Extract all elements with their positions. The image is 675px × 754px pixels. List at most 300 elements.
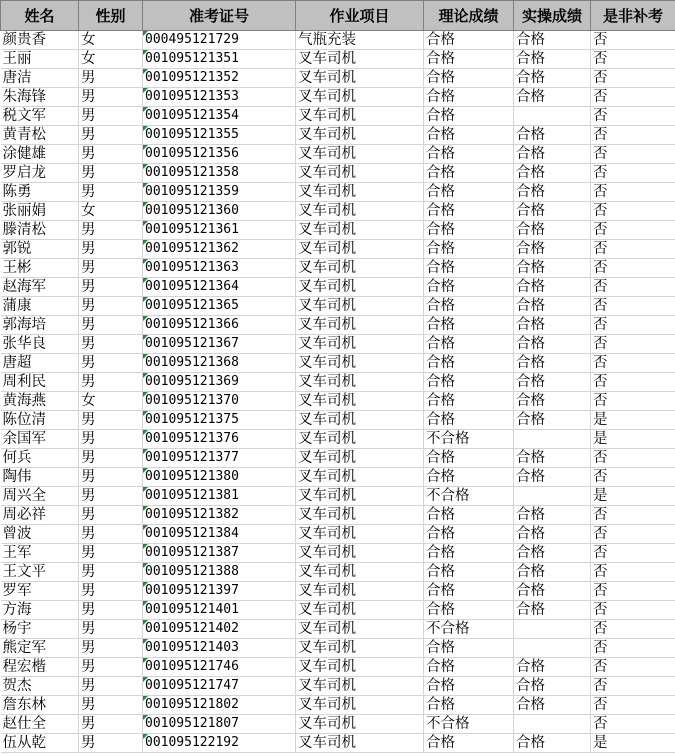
practice-score-cell[interactable]: 合格 [514, 696, 591, 715]
name-cell[interactable]: 颜贵香 [1, 31, 79, 50]
makeup-exam-cell[interactable]: 否 [591, 183, 675, 202]
makeup-exam-cell[interactable]: 是 [591, 430, 675, 449]
makeup-exam-cell[interactable]: 否 [591, 335, 675, 354]
makeup-exam-cell[interactable]: 否 [591, 715, 675, 734]
practice-score-cell[interactable]: 合格 [514, 468, 591, 487]
name-cell[interactable]: 周兴全 [1, 487, 79, 506]
gender-cell[interactable]: 男 [79, 354, 143, 373]
name-cell[interactable]: 税文军 [1, 107, 79, 126]
practice-score-cell[interactable]: 合格 [514, 373, 591, 392]
exam-id-cell[interactable]: 001095121382 [143, 506, 296, 525]
makeup-exam-cell[interactable]: 否 [591, 259, 675, 278]
exam-id-cell[interactable]: 001095121747 [143, 677, 296, 696]
theory-score-cell[interactable]: 不合格 [424, 430, 514, 449]
practice-score-cell[interactable]: 合格 [514, 259, 591, 278]
makeup-exam-cell[interactable]: 否 [591, 449, 675, 468]
job-cell[interactable]: 叉车司机 [296, 715, 424, 734]
exam-id-cell[interactable]: 001095121370 [143, 392, 296, 411]
gender-cell[interactable]: 男 [79, 639, 143, 658]
name-cell[interactable]: 唐超 [1, 354, 79, 373]
practice-score-cell[interactable]: 合格 [514, 240, 591, 259]
practice-score-cell[interactable]: 合格 [514, 582, 591, 601]
job-cell[interactable]: 叉车司机 [296, 316, 424, 335]
makeup-exam-cell[interactable]: 否 [591, 145, 675, 164]
exam-id-cell[interactable]: 001095122192 [143, 734, 296, 753]
gender-cell[interactable]: 男 [79, 544, 143, 563]
name-cell[interactable]: 张华良 [1, 335, 79, 354]
exam-id-cell[interactable]: 001095121807 [143, 715, 296, 734]
exam-id-cell[interactable]: 001095121358 [143, 164, 296, 183]
gender-cell[interactable]: 女 [79, 202, 143, 221]
name-cell[interactable]: 朱海锋 [1, 88, 79, 107]
name-cell[interactable]: 陶伟 [1, 468, 79, 487]
job-cell[interactable]: 叉车司机 [296, 449, 424, 468]
practice-score-cell[interactable]: 合格 [514, 88, 591, 107]
gender-cell[interactable]: 男 [79, 696, 143, 715]
table-row [1, 620, 675, 639]
theory-score-cell[interactable]: 合格 [424, 221, 514, 240]
job-cell[interactable]: 叉车司机 [296, 487, 424, 506]
name-cell[interactable]: 唐洁 [1, 69, 79, 88]
job-cell[interactable]: 叉车司机 [296, 506, 424, 525]
header-practice-score[interactable]: 实操成绩 [514, 1, 591, 31]
makeup-exam-cell[interactable]: 否 [591, 525, 675, 544]
exam-id-cell[interactable]: 001095121377 [143, 449, 296, 468]
makeup-exam-cell[interactable]: 否 [591, 373, 675, 392]
practice-score-cell[interactable]: 合格 [514, 658, 591, 677]
table-row [1, 240, 675, 259]
job-cell[interactable]: 叉车司机 [296, 183, 424, 202]
job-cell[interactable]: 叉车司机 [296, 126, 424, 145]
name-cell[interactable]: 罗启龙 [1, 164, 79, 183]
gender-cell[interactable]: 男 [79, 107, 143, 126]
gender-cell[interactable]: 男 [79, 69, 143, 88]
name-cell[interactable]: 赵仕全 [1, 715, 79, 734]
exam-id-cell[interactable]: 000495121729 [143, 31, 296, 50]
table-row [1, 50, 675, 69]
makeup-exam-cell[interactable]: 否 [591, 278, 675, 297]
gender-cell[interactable]: 男 [79, 145, 143, 164]
practice-score-cell[interactable]: 合格 [514, 221, 591, 240]
table-row [1, 411, 675, 430]
gender-cell[interactable]: 男 [79, 468, 143, 487]
makeup-exam-cell[interactable]: 否 [591, 620, 675, 639]
theory-score-cell[interactable]: 合格 [424, 373, 514, 392]
exam-id-cell[interactable]: 001095121401 [143, 601, 296, 620]
makeup-exam-cell[interactable]: 否 [591, 506, 675, 525]
gender-cell[interactable]: 男 [79, 487, 143, 506]
job-cell[interactable]: 叉车司机 [296, 50, 424, 69]
theory-score-cell[interactable]: 不合格 [424, 620, 514, 639]
name-cell[interactable]: 郭海培 [1, 316, 79, 335]
job-cell[interactable]: 叉车司机 [296, 202, 424, 221]
table-row [1, 183, 675, 202]
makeup-exam-cell[interactable]: 否 [591, 297, 675, 316]
exam-id-cell[interactable]: 001095121353 [143, 88, 296, 107]
makeup-exam-cell[interactable]: 否 [591, 69, 675, 88]
makeup-exam-cell[interactable]: 否 [591, 31, 675, 50]
name-cell[interactable]: 郭锐 [1, 240, 79, 259]
job-cell[interactable]: 叉车司机 [296, 563, 424, 582]
name-cell[interactable]: 何兵 [1, 449, 79, 468]
exam-id-cell[interactable]: 001095121352 [143, 69, 296, 88]
job-cell[interactable]: 叉车司机 [296, 354, 424, 373]
theory-score-cell[interactable]: 合格 [424, 525, 514, 544]
table-row [1, 696, 675, 715]
gender-cell[interactable]: 男 [79, 221, 143, 240]
practice-score-cell[interactable]: 合格 [514, 164, 591, 183]
job-cell[interactable]: 叉车司机 [296, 373, 424, 392]
gender-cell[interactable]: 男 [79, 240, 143, 259]
table-row [1, 734, 675, 753]
theory-score-cell[interactable]: 合格 [424, 316, 514, 335]
job-cell[interactable]: 叉车司机 [296, 88, 424, 107]
exam-id-cell[interactable]: 001095121403 [143, 639, 296, 658]
makeup-exam-cell[interactable]: 是 [591, 487, 675, 506]
theory-score-cell[interactable]: 合格 [424, 506, 514, 525]
theory-score-cell[interactable]: 合格 [424, 240, 514, 259]
practice-score-cell[interactable]: 合格 [514, 297, 591, 316]
table-row [1, 563, 675, 582]
theory-score-cell[interactable]: 合格 [424, 202, 514, 221]
gender-cell[interactable]: 男 [79, 411, 143, 430]
practice-score-cell[interactable]: 合格 [514, 354, 591, 373]
exam-id-cell[interactable]: 001095121364 [143, 278, 296, 297]
practice-score-cell[interactable]: 合格 [514, 145, 591, 164]
gender-cell[interactable]: 男 [79, 183, 143, 202]
job-cell[interactable]: 叉车司机 [296, 601, 424, 620]
gender-cell[interactable]: 男 [79, 506, 143, 525]
name-cell[interactable]: 周必祥 [1, 506, 79, 525]
makeup-exam-cell[interactable]: 否 [591, 107, 675, 126]
job-cell[interactable]: 叉车司机 [296, 582, 424, 601]
makeup-exam-cell[interactable]: 否 [591, 544, 675, 563]
exam-id-cell[interactable]: 001095121381 [143, 487, 296, 506]
makeup-exam-cell[interactable]: 是 [591, 734, 675, 753]
table-row [1, 468, 675, 487]
job-cell[interactable]: 叉车司机 [296, 297, 424, 316]
exam-id-cell[interactable]: 001095121746 [143, 658, 296, 677]
makeup-exam-cell[interactable]: 是 [591, 411, 675, 430]
exam-id-cell[interactable]: 001095121376 [143, 430, 296, 449]
table-row [1, 145, 675, 164]
practice-score-cell[interactable]: 合格 [514, 392, 591, 411]
exam-id-cell[interactable]: 001095121402 [143, 620, 296, 639]
gender-cell[interactable]: 男 [79, 297, 143, 316]
theory-score-cell[interactable]: 合格 [424, 696, 514, 715]
job-cell[interactable]: 叉车司机 [296, 734, 424, 753]
table-row [1, 449, 675, 468]
name-cell[interactable]: 伍从乾 [1, 734, 79, 753]
job-cell[interactable]: 叉车司机 [296, 677, 424, 696]
name-cell[interactable]: 滕清松 [1, 221, 79, 240]
makeup-exam-cell[interactable]: 否 [591, 88, 675, 107]
gender-cell[interactable]: 男 [79, 563, 143, 582]
gender-cell[interactable]: 女 [79, 392, 143, 411]
makeup-exam-cell[interactable]: 否 [591, 677, 675, 696]
job-cell[interactable]: 叉车司机 [296, 164, 424, 183]
name-cell[interactable]: 王军 [1, 544, 79, 563]
practice-score-cell[interactable]: 合格 [514, 50, 591, 69]
theory-score-cell[interactable]: 合格 [424, 183, 514, 202]
practice-score-cell[interactable] [514, 620, 591, 639]
practice-score-cell[interactable]: 合格 [514, 525, 591, 544]
practice-score-cell[interactable]: 合格 [514, 411, 591, 430]
job-cell[interactable]: 叉车司机 [296, 392, 424, 411]
gender-cell[interactable]: 男 [79, 449, 143, 468]
practice-score-cell[interactable]: 合格 [514, 183, 591, 202]
theory-score-cell[interactable]: 合格 [424, 544, 514, 563]
theory-score-cell[interactable]: 合格 [424, 601, 514, 620]
table-row [1, 221, 675, 240]
name-cell[interactable]: 涂健雄 [1, 145, 79, 164]
practice-score-cell[interactable]: 合格 [514, 544, 591, 563]
job-cell[interactable]: 叉车司机 [296, 69, 424, 88]
gender-cell[interactable]: 男 [79, 278, 143, 297]
practice-score-cell[interactable]: 合格 [514, 734, 591, 753]
practice-score-cell[interactable]: 合格 [514, 31, 591, 50]
name-cell[interactable]: 杨宇 [1, 620, 79, 639]
job-cell[interactable]: 气瓶充装 [296, 31, 424, 50]
job-cell[interactable]: 叉车司机 [296, 145, 424, 164]
theory-score-cell[interactable]: 合格 [424, 297, 514, 316]
makeup-exam-cell[interactable]: 否 [591, 316, 675, 335]
job-cell[interactable]: 叉车司机 [296, 278, 424, 297]
gender-cell[interactable]: 男 [79, 734, 143, 753]
theory-score-cell[interactable]: 合格 [424, 658, 514, 677]
job-cell[interactable]: 叉车司机 [296, 107, 424, 126]
name-cell[interactable]: 张丽娟 [1, 202, 79, 221]
theory-score-cell[interactable]: 合格 [424, 50, 514, 69]
makeup-exam-cell[interactable]: 否 [591, 126, 675, 145]
name-cell[interactable]: 陈位清 [1, 411, 79, 430]
table-row [1, 487, 675, 506]
theory-score-cell[interactable]: 合格 [424, 449, 514, 468]
exam-id-cell[interactable]: 001095121354 [143, 107, 296, 126]
exam-id-cell[interactable]: 001095121361 [143, 221, 296, 240]
practice-score-cell[interactable]: 合格 [514, 278, 591, 297]
table-row [1, 677, 675, 696]
name-cell[interactable]: 黄海燕 [1, 392, 79, 411]
makeup-exam-cell[interactable]: 否 [591, 696, 675, 715]
job-cell[interactable]: 叉车司机 [296, 468, 424, 487]
makeup-exam-cell[interactable]: 否 [591, 582, 675, 601]
exam-id-cell[interactable]: 001095121387 [143, 544, 296, 563]
table-row [1, 69, 675, 88]
makeup-exam-cell[interactable]: 否 [591, 563, 675, 582]
theory-score-cell[interactable]: 合格 [424, 164, 514, 183]
header-exam-id[interactable]: 准考证号 [143, 1, 296, 31]
job-cell[interactable]: 叉车司机 [296, 544, 424, 563]
practice-score-cell[interactable] [514, 107, 591, 126]
table-row [1, 601, 675, 620]
job-cell[interactable]: 叉车司机 [296, 430, 424, 449]
gender-cell[interactable]: 男 [79, 715, 143, 734]
job-cell[interactable]: 叉车司机 [296, 525, 424, 544]
exam-id-cell[interactable]: 001095121362 [143, 240, 296, 259]
theory-score-cell[interactable]: 合格 [424, 582, 514, 601]
gender-cell[interactable]: 男 [79, 658, 143, 677]
header-name[interactable]: 姓名 [1, 1, 79, 31]
gender-cell[interactable]: 男 [79, 430, 143, 449]
job-cell[interactable]: 叉车司机 [296, 658, 424, 677]
table-row [1, 259, 675, 278]
table-row [1, 430, 675, 449]
gender-cell[interactable]: 男 [79, 335, 143, 354]
exam-id-cell[interactable]: 001095121351 [143, 50, 296, 69]
makeup-exam-cell[interactable]: 否 [591, 468, 675, 487]
theory-score-cell[interactable]: 合格 [424, 468, 514, 487]
theory-score-cell[interactable]: 不合格 [424, 487, 514, 506]
makeup-exam-cell[interactable]: 否 [591, 354, 675, 373]
table-row [1, 316, 675, 335]
job-cell[interactable]: 叉车司机 [296, 335, 424, 354]
exam-id-cell[interactable]: 001095121365 [143, 297, 296, 316]
exam-id-cell[interactable]: 001095121366 [143, 316, 296, 335]
exam-id-cell[interactable]: 001095121397 [143, 582, 296, 601]
name-cell[interactable]: 余国军 [1, 430, 79, 449]
header-makeup-exam[interactable]: 是非补考 [591, 1, 675, 31]
theory-score-cell[interactable]: 合格 [424, 259, 514, 278]
job-cell[interactable]: 叉车司机 [296, 639, 424, 658]
exam-id-cell[interactable]: 001095121375 [143, 411, 296, 430]
makeup-exam-cell[interactable]: 否 [591, 639, 675, 658]
name-cell[interactable]: 曾波 [1, 525, 79, 544]
name-cell[interactable]: 黄青松 [1, 126, 79, 145]
job-cell[interactable]: 叉车司机 [296, 696, 424, 715]
theory-score-cell[interactable]: 合格 [424, 677, 514, 696]
gender-cell[interactable]: 男 [79, 677, 143, 696]
gender-cell[interactable]: 男 [79, 259, 143, 278]
gender-cell[interactable]: 男 [79, 620, 143, 639]
table-row [1, 164, 675, 183]
practice-score-cell[interactable]: 合格 [514, 449, 591, 468]
practice-score-cell[interactable]: 合格 [514, 202, 591, 221]
table-row [1, 297, 675, 316]
name-cell[interactable]: 方海 [1, 601, 79, 620]
exam-id-cell[interactable]: 001095121368 [143, 354, 296, 373]
theory-score-cell[interactable]: 合格 [424, 107, 514, 126]
theory-score-cell[interactable]: 合格 [424, 392, 514, 411]
theory-score-cell[interactable]: 合格 [424, 411, 514, 430]
exam-id-cell[interactable]: 001095121360 [143, 202, 296, 221]
gender-cell[interactable]: 男 [79, 316, 143, 335]
theory-score-cell[interactable]: 合格 [424, 563, 514, 582]
exam-id-cell[interactable]: 001095121388 [143, 563, 296, 582]
table-row [1, 373, 675, 392]
gender-cell[interactable]: 男 [79, 88, 143, 107]
gender-cell[interactable]: 男 [79, 582, 143, 601]
exam-id-cell[interactable]: 001095121369 [143, 373, 296, 392]
practice-score-cell[interactable]: 合格 [514, 506, 591, 525]
exam-id-cell[interactable]: 001095121380 [143, 468, 296, 487]
name-cell[interactable]: 周利民 [1, 373, 79, 392]
theory-score-cell[interactable]: 合格 [424, 31, 514, 50]
table-row [1, 88, 675, 107]
exam-id-cell[interactable]: 001095121363 [143, 259, 296, 278]
job-cell[interactable]: 叉车司机 [296, 620, 424, 639]
exam-id-cell[interactable]: 001095121356 [143, 145, 296, 164]
makeup-exam-cell[interactable]: 否 [591, 202, 675, 221]
theory-score-cell[interactable]: 不合格 [424, 715, 514, 734]
gender-cell[interactable]: 男 [79, 126, 143, 145]
theory-score-cell[interactable]: 合格 [424, 734, 514, 753]
header-theory-score[interactable]: 理论成绩 [424, 1, 514, 31]
makeup-exam-cell[interactable]: 否 [591, 658, 675, 677]
makeup-exam-cell[interactable]: 否 [591, 50, 675, 69]
practice-score-cell[interactable] [514, 639, 591, 658]
practice-score-cell[interactable] [514, 487, 591, 506]
makeup-exam-cell[interactable]: 否 [591, 392, 675, 411]
gender-cell[interactable]: 男 [79, 525, 143, 544]
job-cell[interactable]: 叉车司机 [296, 259, 424, 278]
header-row [1, 1, 675, 31]
name-cell[interactable]: 詹东林 [1, 696, 79, 715]
gender-cell[interactable]: 男 [79, 164, 143, 183]
theory-score-cell[interactable]: 合格 [424, 126, 514, 145]
name-cell[interactable]: 赵海军 [1, 278, 79, 297]
exam-id-cell[interactable]: 001095121802 [143, 696, 296, 715]
exam-id-cell[interactable]: 001095121384 [143, 525, 296, 544]
theory-score-cell[interactable]: 合格 [424, 69, 514, 88]
theory-score-cell[interactable]: 合格 [424, 354, 514, 373]
theory-score-cell[interactable]: 合格 [424, 278, 514, 297]
practice-score-cell[interactable]: 合格 [514, 126, 591, 145]
table-row [1, 278, 675, 297]
name-cell[interactable]: 王彬 [1, 259, 79, 278]
gender-cell[interactable]: 男 [79, 601, 143, 620]
name-cell[interactable]: 程宏楷 [1, 658, 79, 677]
practice-score-cell[interactable]: 合格 [514, 677, 591, 696]
header-job[interactable]: 作业项目 [296, 1, 424, 31]
practice-score-cell[interactable]: 合格 [514, 316, 591, 335]
makeup-exam-cell[interactable]: 否 [591, 601, 675, 620]
name-cell[interactable]: 罗军 [1, 582, 79, 601]
name-cell[interactable]: 熊定军 [1, 639, 79, 658]
makeup-exam-cell[interactable]: 否 [591, 221, 675, 240]
name-cell[interactable]: 蒲康 [1, 297, 79, 316]
theory-score-cell[interactable]: 合格 [424, 639, 514, 658]
theory-score-cell[interactable]: 合格 [424, 88, 514, 107]
exam-id-cell[interactable]: 001095121355 [143, 126, 296, 145]
theory-score-cell[interactable]: 合格 [424, 335, 514, 354]
job-cell[interactable]: 叉车司机 [296, 240, 424, 259]
name-cell[interactable]: 陈勇 [1, 183, 79, 202]
practice-score-cell[interactable]: 合格 [514, 69, 591, 88]
practice-score-cell[interactable] [514, 715, 591, 734]
gender-cell[interactable]: 女 [79, 50, 143, 69]
gender-cell[interactable]: 男 [79, 373, 143, 392]
practice-score-cell[interactable]: 合格 [514, 335, 591, 354]
gender-cell[interactable]: 女 [79, 31, 143, 50]
header-gender[interactable]: 性别 [79, 1, 143, 31]
practice-score-cell[interactable]: 合格 [514, 563, 591, 582]
table-row [1, 107, 675, 126]
practice-score-cell[interactable]: 合格 [514, 601, 591, 620]
makeup-exam-cell[interactable]: 否 [591, 240, 675, 259]
table-row [1, 582, 675, 601]
makeup-exam-cell[interactable]: 否 [591, 164, 675, 183]
exam-id-cell[interactable]: 001095121367 [143, 335, 296, 354]
job-cell[interactable]: 叉车司机 [296, 411, 424, 430]
name-cell[interactable]: 王丽 [1, 50, 79, 69]
theory-score-cell[interactable]: 合格 [424, 145, 514, 164]
exam-id-cell[interactable]: 001095121359 [143, 183, 296, 202]
job-cell[interactable]: 叉车司机 [296, 221, 424, 240]
name-cell[interactable]: 王文平 [1, 563, 79, 582]
name-cell[interactable]: 贺杰 [1, 677, 79, 696]
practice-score-cell[interactable] [514, 430, 591, 449]
